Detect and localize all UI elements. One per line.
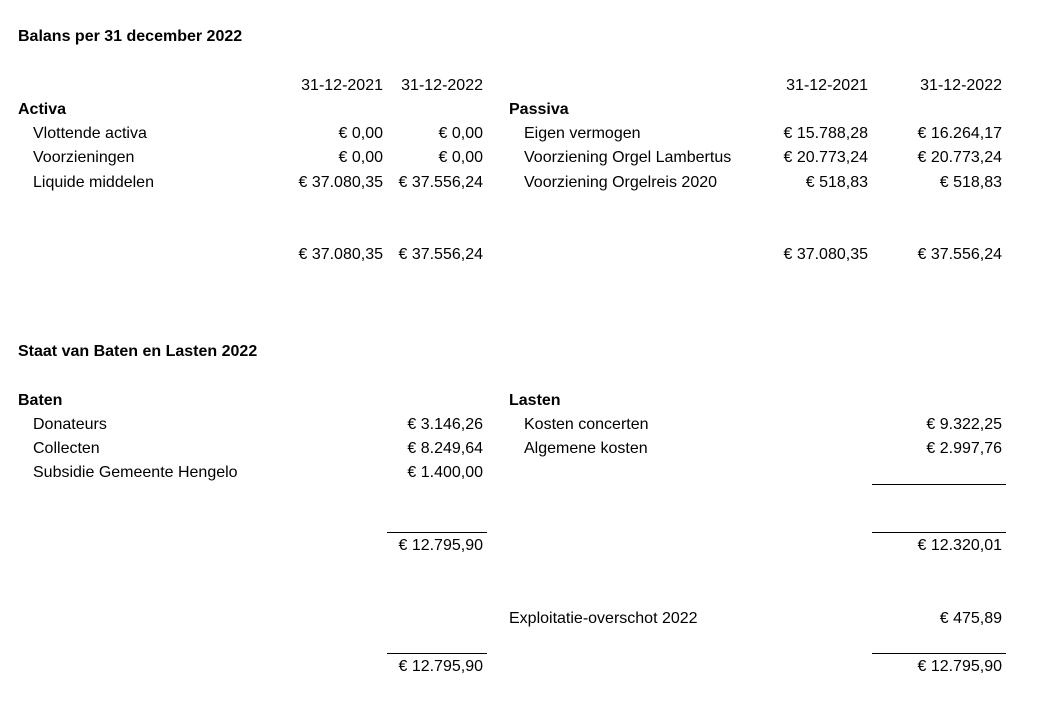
staat-title: Staat van Baten en Lasten 2022: [18, 343, 258, 360]
passiva-row-label: Voorziening Orgelreis 2020: [524, 174, 718, 191]
activa-total-2022: € 37.556,24: [398, 246, 483, 263]
lasten-row-label: Algemene kosten: [524, 440, 648, 457]
activa-row-label: Vlottende activa: [33, 125, 147, 142]
passiva-col-2022-header: 31-12-2022: [920, 77, 1002, 94]
baten-subtotal: € 12.795,90: [398, 537, 483, 554]
passiva-row-value-2022: € 16.264,17: [917, 125, 1002, 142]
surplus-label: Exploitatie-overschot 2022: [509, 610, 698, 627]
activa-row-value-2021: € 0,00: [338, 149, 383, 166]
activa-col-2022-header: 31-12-2022: [401, 77, 483, 94]
activa-row-value-2021: € 37.080,35: [298, 174, 383, 191]
baten-subtotal-rule: [387, 532, 487, 533]
passiva-row-value-2021: € 20.773,24: [783, 149, 868, 166]
baten-heading: Baten: [18, 392, 63, 409]
lasten-row-value: € 2.997,76: [926, 440, 1002, 457]
baten-total: € 12.795,90: [398, 658, 483, 675]
passiva-row-value-2022: € 518,83: [939, 174, 1002, 191]
passiva-row-value-2021: € 15.788,28: [783, 125, 868, 142]
baten-row-label: Subsidie Gemeente Hengelo: [33, 464, 238, 481]
baten-row-label: Donateurs: [33, 416, 107, 433]
baten-row-value: € 1.400,00: [407, 464, 483, 481]
lasten-subtotal: € 12.320,01: [917, 537, 1002, 554]
activa-total-2021: € 37.080,35: [298, 246, 383, 263]
activa-row-label: Voorzieningen: [33, 149, 135, 166]
lasten-list-rule: [872, 484, 1006, 485]
lasten-heading: Lasten: [509, 392, 561, 409]
activa-col-2021-header: 31-12-2021: [301, 77, 383, 94]
passiva-row-value-2021: € 518,83: [805, 174, 868, 191]
activa-row-value-2022: € 37.556,24: [398, 174, 483, 191]
activa-row-value-2022: € 0,00: [438, 149, 483, 166]
baten-row-label: Collecten: [33, 440, 100, 457]
activa-row-value-2021: € 0,00: [338, 125, 383, 142]
lasten-total: € 12.795,90: [917, 658, 1002, 675]
passiva-row-label: Eigen vermogen: [524, 125, 641, 142]
passiva-row-label: Voorziening Orgel Lambertus: [524, 149, 732, 166]
passiva-total-2021: € 37.080,35: [783, 246, 868, 263]
activa-row-value-2022: € 0,00: [438, 125, 483, 142]
surplus-value: € 475,89: [939, 610, 1002, 627]
baten-total-rule: [387, 653, 487, 654]
baten-row-value: € 3.146,26: [407, 416, 483, 433]
passiva-heading: Passiva: [509, 101, 569, 118]
passiva-total-2022: € 37.556,24: [917, 246, 1002, 263]
passiva-row-value-2022: € 20.773,24: [917, 149, 1002, 166]
lasten-row-value: € 9.322,25: [926, 416, 1002, 433]
lasten-row-label: Kosten concerten: [524, 416, 649, 433]
passiva-col-2021-header: 31-12-2021: [786, 77, 868, 94]
lasten-subtotal-rule: [872, 532, 1006, 533]
baten-row-value: € 8.249,64: [407, 440, 483, 457]
balans-title: Balans per 31 december 2022: [18, 28, 243, 45]
activa-row-label: Liquide middelen: [33, 174, 154, 191]
activa-heading: Activa: [18, 101, 67, 118]
lasten-total-rule: [872, 653, 1006, 654]
